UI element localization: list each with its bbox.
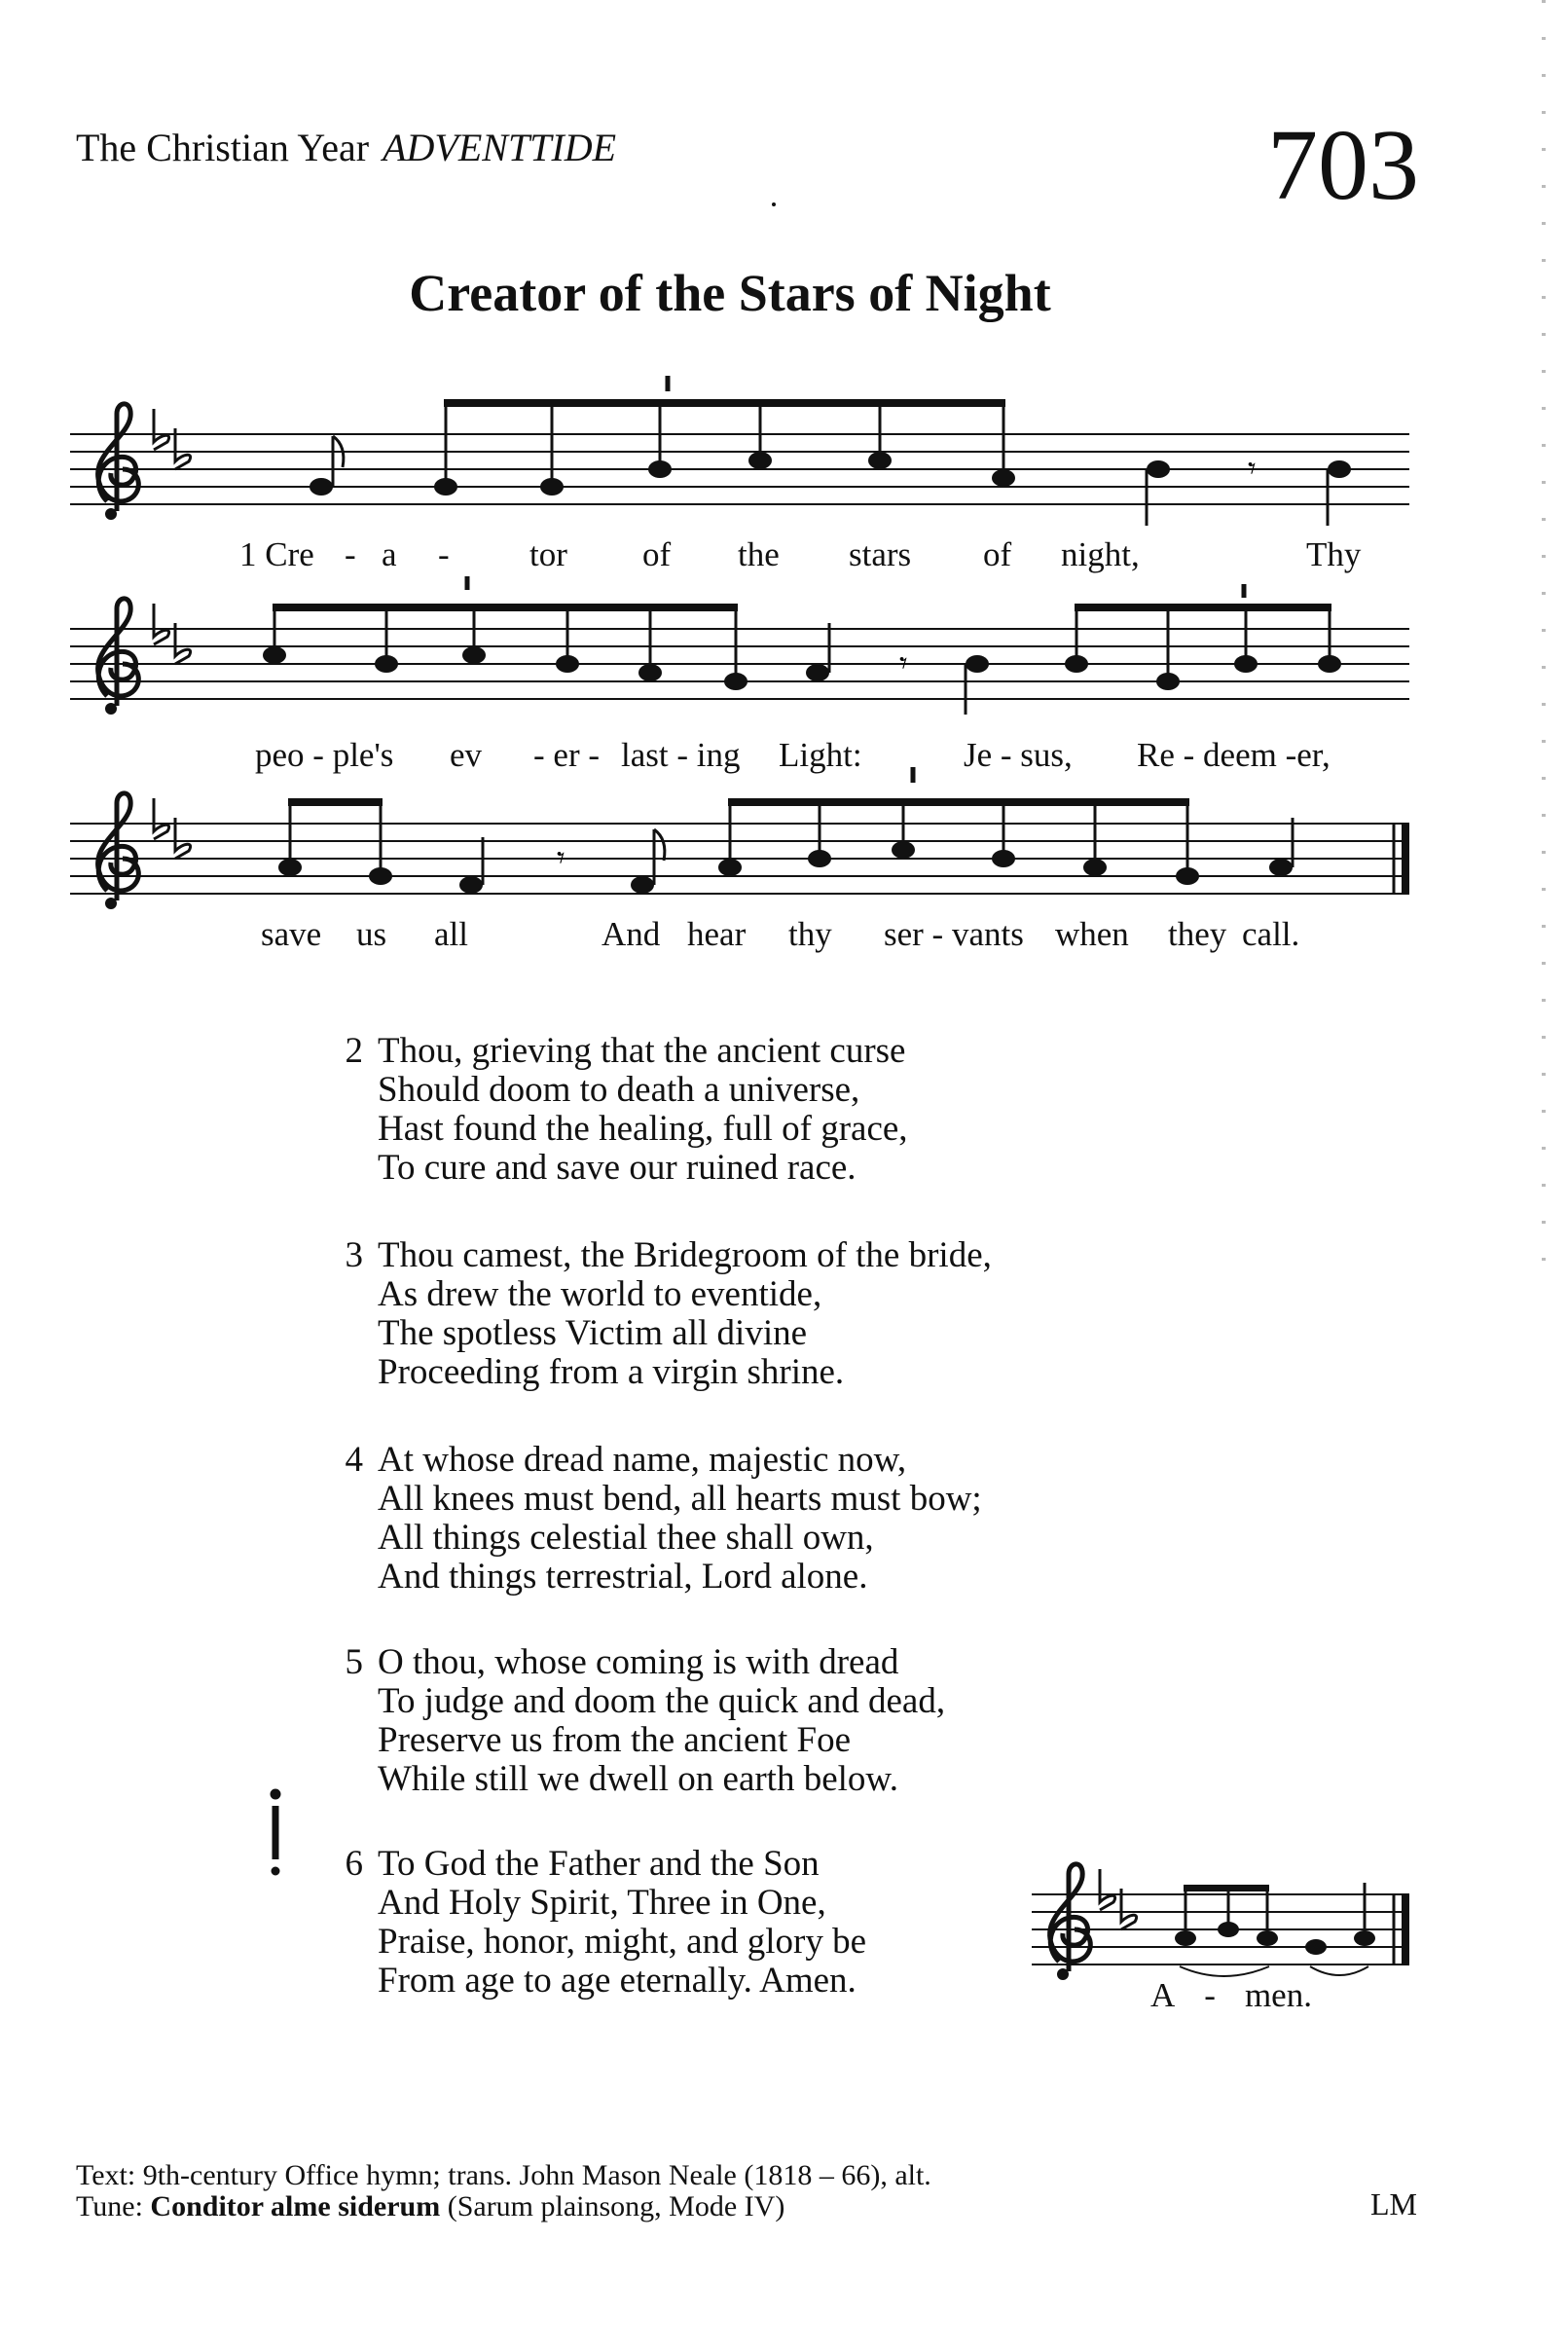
svg-text:𝄾: 𝄾 xyxy=(1248,450,1257,487)
stanza-line: Should doom to death a universe, xyxy=(378,1070,860,1110)
stanza-line: The spotless Victim all divine xyxy=(378,1313,808,1353)
lyric: all xyxy=(434,915,468,953)
stanza-line: To God the Father and the Son xyxy=(378,1844,820,1884)
lyric: Thy xyxy=(1306,535,1362,573)
lyric: tor xyxy=(529,535,567,573)
lyric: - xyxy=(345,535,356,573)
tune-name: Conditor alme siderum xyxy=(150,2190,441,2222)
svg-text:𝄾: 𝄾 xyxy=(899,644,908,681)
lyric: call. xyxy=(1242,915,1300,953)
header-season: ADVENTTIDE xyxy=(383,126,617,169)
lyric: stars xyxy=(849,535,912,573)
lyric: Re - deem -er, xyxy=(1137,736,1331,774)
stanza-line: To cure and save our ruined race. xyxy=(378,1148,857,1188)
lyric: the xyxy=(738,535,780,573)
lyric: a xyxy=(382,535,397,573)
stanza-line: To judge and doom the quick and dead, xyxy=(378,1681,946,1721)
staff-system-3 xyxy=(70,767,1409,909)
lyric: of xyxy=(642,535,672,573)
speck xyxy=(772,202,776,206)
lyric: peo - ple's xyxy=(255,736,394,774)
amen-staff xyxy=(1032,1864,1409,1980)
hymn-number: 703 xyxy=(1267,109,1419,221)
lyric: they xyxy=(1168,915,1227,953)
lyric: Light: xyxy=(779,736,862,774)
notes-system-3 xyxy=(278,841,1293,894)
stanza-line: Preserve us from the ancient Foe xyxy=(378,1720,851,1760)
stanza-line: While still we dwell on earth below. xyxy=(378,1759,898,1799)
lyric: thy xyxy=(788,915,832,953)
stanza-number: 5 xyxy=(345,1642,363,1682)
lyric: night, xyxy=(1061,535,1140,573)
stanza-line: Hast found the healing, full of grace, xyxy=(378,1109,908,1149)
stanza-line: Proceeding from a virgin shrine. xyxy=(378,1352,845,1392)
stanza-line: Praise, honor, might, and glory be xyxy=(378,1922,867,1962)
tune-source: (Sarum plainsong, Mode IV) xyxy=(447,2190,785,2222)
amen-syllable: A xyxy=(1150,1976,1176,2014)
lyric: hear xyxy=(687,915,747,953)
hymn-title-text: Creator of the Stars of Night xyxy=(409,264,1051,322)
notes-system-2 xyxy=(263,646,1341,690)
lyric: save xyxy=(261,915,322,953)
stanza-line: At whose dread name, majestic now, xyxy=(378,1440,907,1480)
lyric: of xyxy=(983,535,1012,573)
stanza-line: All things celestial thee shall own, xyxy=(378,1518,874,1558)
lyric: ev xyxy=(450,736,483,774)
tune-label: Tune: xyxy=(76,2190,143,2222)
lyric: - er - xyxy=(533,736,601,774)
stanza-line: As drew the world to eventide, xyxy=(378,1274,822,1314)
stanza-line: Thou camest, the Bridegroom of the bride, xyxy=(378,1235,992,1275)
stanza-line: Thou, grieving that the ancient curse xyxy=(378,1031,906,1071)
lyric: when xyxy=(1055,915,1129,953)
staff-system-1 xyxy=(70,376,1409,526)
stanza-line: And things terrestrial, Lord alone. xyxy=(378,1557,868,1597)
lyric: us xyxy=(356,915,387,953)
text-label: Text: xyxy=(76,2159,136,2191)
footer-tune-credit xyxy=(76,2190,784,2223)
stanza-line: O thou, whose coming is with dread xyxy=(378,1642,899,1682)
amen-lyrics xyxy=(1150,1976,1312,2015)
meter: LM xyxy=(1370,2186,1417,2221)
lyric: last - ing xyxy=(621,736,741,774)
staff-system-2 xyxy=(70,576,1409,715)
lyric: Je - sus, xyxy=(964,736,1073,774)
stanza-number: 3 xyxy=(345,1235,363,1275)
header-category: The Christian Year xyxy=(76,126,370,169)
footer-text-credit xyxy=(76,2159,931,2192)
amen-dash: - xyxy=(1204,1976,1216,2014)
amen-syllable: men. xyxy=(1244,1976,1312,2014)
stanza-line: From age to age eternally. Amen. xyxy=(378,1961,857,2001)
stanza-number: 2 xyxy=(345,1031,363,1071)
lyric: - xyxy=(438,535,450,573)
stanza-number: 6 xyxy=(345,1844,363,1884)
stanza-line: All knees must bend, all hearts must bow; xyxy=(378,1479,982,1519)
cantor-mark-icon xyxy=(271,1789,280,1875)
lyric: ser - vants xyxy=(884,915,1024,953)
text-credit: 9th-century Office hymn; trans. John Mason Neale (1818 – 66), alt. xyxy=(142,2159,931,2191)
stanza-number: 4 xyxy=(345,1440,363,1480)
svg-text:𝄾: 𝄾 xyxy=(557,839,565,876)
lyric: And xyxy=(602,915,661,953)
stanza-line: And Holy Spirit, Three in One, xyxy=(378,1883,826,1923)
lyric: 1 Cre xyxy=(239,535,314,573)
